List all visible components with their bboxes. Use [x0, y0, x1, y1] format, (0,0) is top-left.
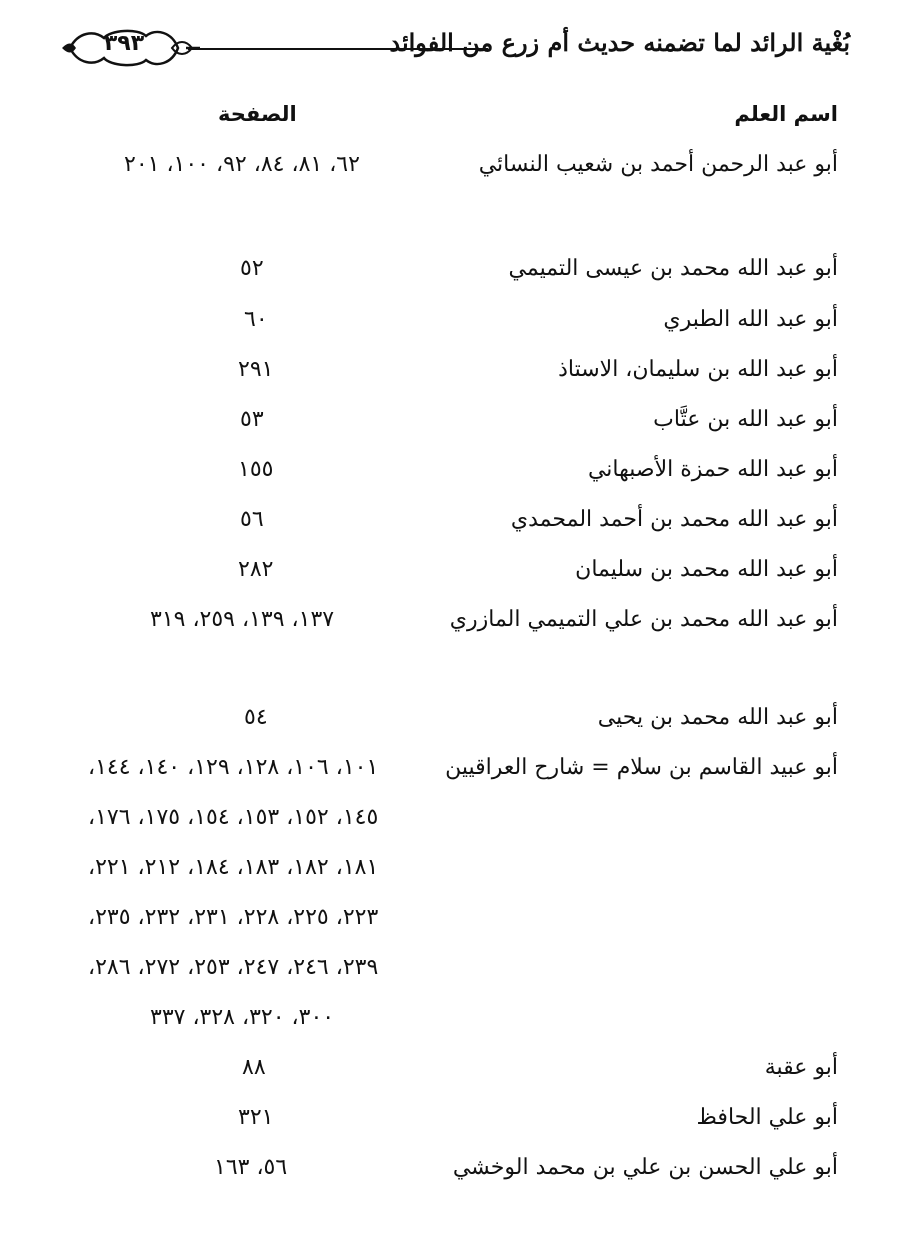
index-entry-name: أبو عبيد القاسم بن سلام = شارح العراقيين	[445, 755, 838, 780]
index-entry-pages: ٢٣٩، ٢٤٦، ٢٤٧، ٢٥٣، ٢٧٢، ٢٨٦،	[88, 955, 379, 980]
index-entry-name: أبو عبد الله محمد بن سليمان	[575, 557, 838, 582]
index-entry-name: أبو علي الحافظ	[696, 1105, 838, 1130]
index-entry-name: أبو علي الحسن بن علي بن محمد الوخشي	[452, 1155, 838, 1180]
index-entry-pages: ١٠١، ١٠٦، ١٢٨، ١٢٩، ١٤٠، ١٤٤،	[88, 755, 379, 780]
index-entry-name: أبو عبد الله محمد بن عيسى التميمي	[508, 256, 838, 281]
index-entry-pages: ٥٢	[240, 256, 264, 281]
index-entry-name: أبو عبد الله محمد بن يحيى	[597, 705, 838, 730]
index-entry-pages: ٥٣	[240, 407, 264, 432]
index-entry-name: أبو عبد الله الطبري	[663, 307, 838, 332]
book-title: بُغْية الرائد لما تضمنه حديث أم زرع من الفوائد	[389, 28, 850, 57]
index-entry-pages: ٣٢١	[238, 1105, 274, 1130]
index-entry-pages: ١٨١، ١٨٢، ١٨٣، ١٨٤، ٢١٢، ٢٢١،	[88, 855, 379, 880]
index-entry-name: أبو عبد الله بن عتَّاب	[653, 407, 838, 432]
page-number: ٣٩٣	[103, 31, 145, 56]
index-entry-pages: ١٣٧، ١٣٩، ٢٥٩، ٣١٩	[150, 607, 335, 632]
index-entry-name: أبو عبد الله بن سليمان، الاستاذ	[558, 357, 838, 382]
column-header-page: الصفحة	[218, 102, 297, 126]
index-entry-pages: ٢٨٢	[238, 557, 274, 582]
running-header	[60, 22, 850, 74]
index-entry-pages: ٢٢٣، ٢٢٥، ٢٢٨، ٢٣١، ٢٣٢، ٢٣٥،	[88, 905, 379, 930]
index-entry-pages: ١٥٥	[238, 457, 274, 482]
index-entry-pages: ٢٩١	[238, 357, 274, 382]
column-header-name: اسم العلم	[734, 102, 838, 126]
index-entry-name: أبو عقبة	[764, 1055, 838, 1080]
index-entry-pages: ٦٢، ٨١، ٨٤، ٩٢، ١٠٠، ٢٠١	[124, 152, 360, 177]
index-entry-name: أبو عبد الله محمد بن أحمد المحمدي	[510, 507, 838, 532]
index-entry-pages: ٨٨	[242, 1055, 266, 1080]
index-entry-pages: ٣٠٠، ٣٢٠، ٣٢٨، ٣٣٧	[150, 1005, 335, 1030]
index-entry-pages: ٥٦، ١٦٣	[214, 1155, 288, 1180]
index-entry-pages: ٥٤	[244, 705, 268, 730]
index-entry-name: أبو عبد الله حمزة الأصبهاني	[587, 457, 838, 482]
index-entry-name: أبو عبد الرحمن أحمد بن شعيب النسائي	[478, 152, 838, 177]
index-entry-pages: ١٤٥، ١٥٢، ١٥٣، ١٥٤، ١٧٥، ١٧٦،	[88, 805, 379, 830]
index-entry-pages: ٦٠	[244, 307, 268, 332]
index-entry-pages: ٥٦	[240, 507, 264, 532]
index-entry-name: أبو عبد الله محمد بن علي التميمي المازري	[449, 607, 838, 632]
header-rule	[188, 48, 488, 50]
